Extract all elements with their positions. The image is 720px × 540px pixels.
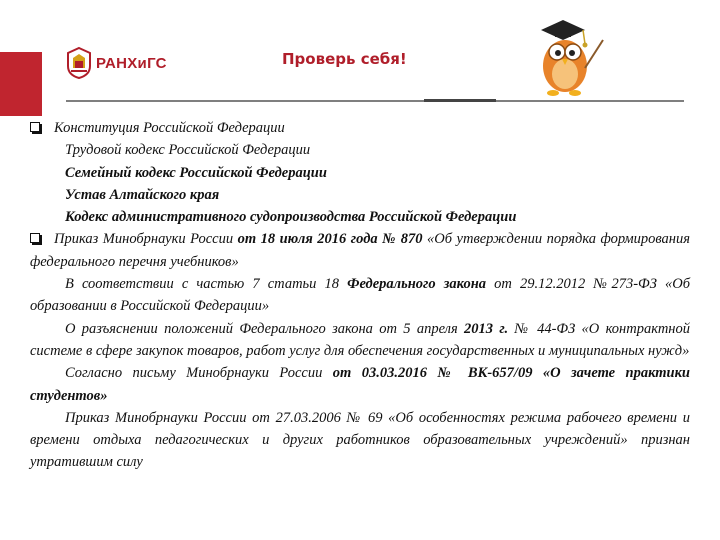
item-text: от 03.03.2016 № ВК-657/09 «О зачете практики студентов» [30, 365, 690, 404]
checkbox-bullet-icon [30, 122, 40, 132]
emblem-icon [66, 46, 92, 80]
item-text: 2013 г. [464, 320, 509, 337]
list-item [30, 206, 690, 228]
item-text: О разъяснении положений Федерального закона от 5 апреля [65, 320, 465, 337]
owl-teacher-icon [527, 10, 609, 98]
list-item [30, 162, 690, 184]
accent-bar [0, 52, 42, 116]
content-list [30, 117, 690, 474]
item-text: Семейный кодекс Российской Федерации [65, 164, 327, 181]
item-text: Согласно письму Минобрнауки России [65, 365, 333, 382]
list-item [30, 273, 690, 318]
item-text: от 18 июля 2016 года № 870 [237, 231, 423, 248]
item-text: Устав Алтайского края [65, 186, 220, 203]
item-text: В соответствии с частью 7 статьи 18 [65, 276, 348, 293]
list-item [30, 228, 690, 273]
item-text: Конституция Российской Федерации [54, 120, 285, 136]
logo-text: РАНХиГС [96, 54, 167, 72]
page-title: Проверь себя! [282, 50, 407, 68]
list-item [30, 407, 690, 474]
list-item [30, 362, 690, 407]
item-text: Приказ Минобрнауки России от 27.03.2006 № 69 «Об особенностях режима рабочего времени и времени отдыха педагогических и других работников образовательных учреждений» признан утратившим силу [30, 409, 690, 471]
item-text: Федерального закона [347, 276, 486, 293]
ranepa-logo [66, 46, 167, 80]
list-item [30, 318, 690, 363]
header-rule-accent [424, 99, 496, 102]
list-item [30, 117, 690, 139]
item-text: «Об утверждении порядка формирования федерального перечня учебников» [30, 231, 690, 270]
item-text: Кодекс административного судопроизводства Российской Федерации [65, 209, 517, 226]
header-rule [66, 100, 684, 102]
item-text: Приказ Минобрнауки России [54, 231, 238, 248]
item-text: от 29.12.2012 №273-ФЗ «Об образовании в Российской Федерации» [30, 276, 690, 315]
item-text: Трудовой кодекс Российской Федерации [65, 142, 311, 159]
checkbox-bullet-icon [30, 233, 40, 243]
list-item [30, 184, 690, 206]
list-item [30, 139, 690, 161]
item-text: № 44-ФЗ «О контрактной системе в сфере закупок товаров, работ услуг для обеспечения государственных и муниципальных нужд» [30, 320, 690, 359]
